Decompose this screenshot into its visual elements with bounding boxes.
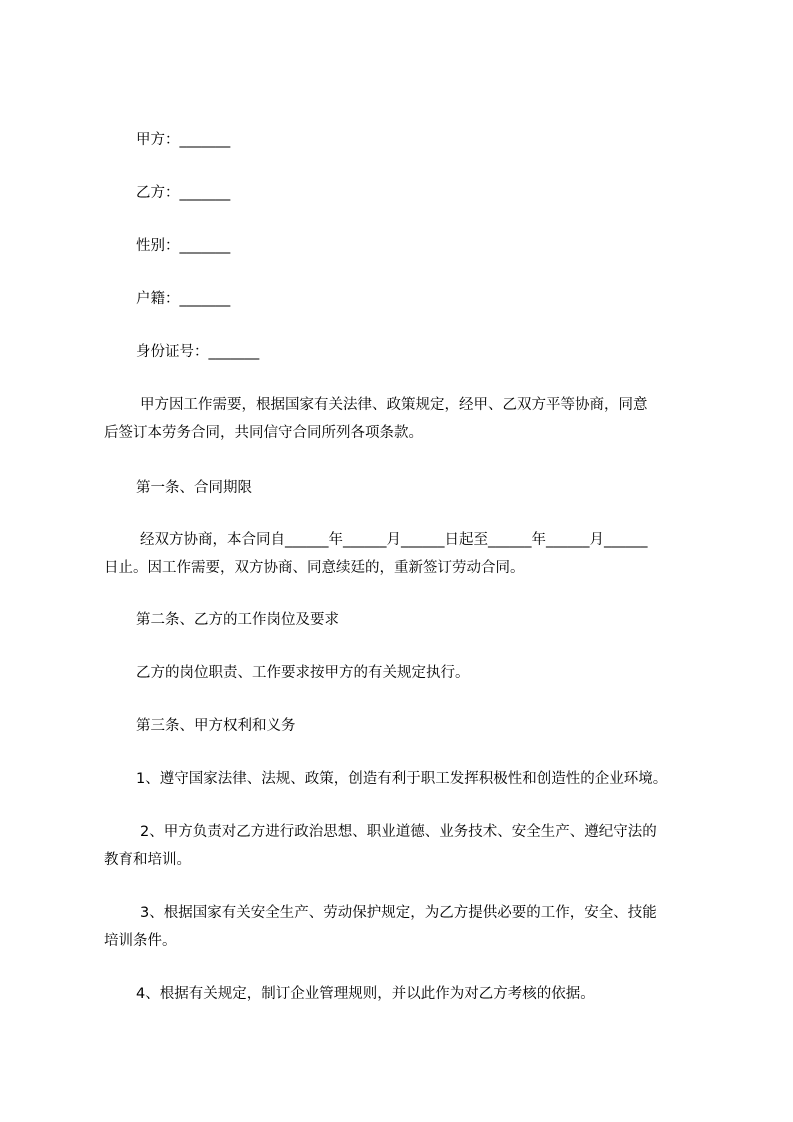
article3-item-3-line-2: 培训条件。 <box>104 933 177 949</box>
party-b-field: 乙方：_______ <box>136 185 231 201</box>
article1-title: 第一条、合同期限 <box>136 480 252 496</box>
id-number-field: 身份证号：_______ <box>136 344 260 360</box>
intro-line-1: 甲方因工作需要，根据国家有关法律、政策规定，经甲、乙双方平等协商，同意 <box>140 397 648 413</box>
party-a-field: 甲方：_______ <box>136 132 231 148</box>
gender-field: 性别：_______ <box>136 238 231 254</box>
article3-item-4: 4、根据有关规定，制订企业管理规则，并以此作为对乙方考核的依据。 <box>136 986 595 1002</box>
intro-line-2: 后签订本劳务合同，共同信守合同所列各项条款。 <box>104 425 423 441</box>
article1-body-line-2: 日止。因工作需要，双方协商、同意续廷的，重新签订劳动合同。 <box>104 560 525 576</box>
article2-title: 第二条、乙方的工作岗位及要求 <box>136 612 339 628</box>
article1-body-line-1: 经双方协商，本合同自______年______月______日起至______年______月______ <box>140 532 648 548</box>
household-register-field: 户籍：_______ <box>136 291 231 307</box>
article3-item-3-line-1: 3、根据国家有关安全生产、劳动保护规定，为乙方提供必要的工作，安全、技能 <box>140 905 657 921</box>
article3-item-2-line-1: 2、甲方负责对乙方进行政治思想、职业道德、业务技术、安全生产、遵纪守法的 <box>140 824 657 840</box>
article3-title: 第三条、甲方权利和义务 <box>136 718 296 734</box>
article2-body: 乙方的岗位职责、工作要求按甲方的有关规定执行。 <box>136 665 470 681</box>
article3-item-2-line-2: 教育和培训。 <box>104 852 191 868</box>
article3-item-1: 1、遵守国家法律、法规、政策，创造有利于职工发挥积极性和创造性的企业环境。 <box>136 771 668 787</box>
